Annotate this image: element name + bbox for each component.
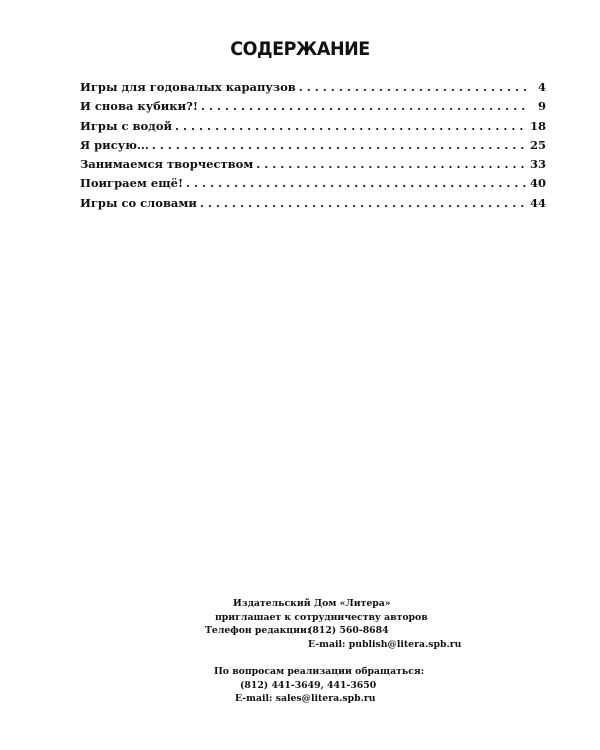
toc-entry-title: Игры с водой [80, 118, 173, 133]
phone-label: Телефон редакции: [205, 625, 311, 636]
leader-dots [200, 196, 527, 210]
toc-entry-title: Я рисую... [80, 137, 149, 152]
toc-entry [80, 138, 546, 157]
toc-entry [80, 119, 546, 138]
leader-dots [299, 80, 529, 94]
leader-dots [186, 176, 527, 190]
toc-entry-page: 4 [537, 80, 546, 94]
page-title: СОДЕРЖАНИЕ [230, 38, 370, 60]
toc-entry-title: Поиграем ещё! [80, 176, 184, 191]
toc-entry [80, 176, 546, 195]
toc-entry-page: 40 [529, 176, 546, 191]
toc-entry-title: Занимаемся творчеством [80, 157, 254, 172]
phone-value: (812) 560-8684 [308, 625, 389, 636]
publisher-name: Издательский Дом «Литера» [233, 598, 391, 609]
table-of-contents [80, 80, 546, 215]
leader-dots [152, 138, 527, 152]
publisher-invite: приглашает к сотрудничеству авторов [215, 612, 428, 623]
toc-entry-page: 9 [537, 99, 546, 114]
toc-entry-title: Игры со словами [80, 195, 197, 210]
leader-dots [175, 119, 527, 133]
toc-entry [80, 80, 546, 99]
toc-entry-page: 25 [529, 137, 546, 152]
toc-entry [80, 196, 546, 215]
toc-entry-title: И снова кубики?! [80, 99, 198, 114]
toc-entry [80, 157, 546, 176]
email-value: E-mail: publish@litera.spb.ru [308, 639, 462, 650]
sales-label: По вопросам реализации обращаться: [214, 666, 425, 677]
toc-entry [80, 99, 546, 118]
leader-dots [256, 157, 527, 171]
leader-dots [201, 99, 529, 113]
toc-entry-page: 33 [529, 157, 546, 172]
toc-entry-title: Игры для годовалых карапузов [80, 80, 296, 94]
sales-email: E-mail: sales@litera.spb.ru [235, 693, 376, 704]
sales-phone: (812) 441-3649, 441-3650 [240, 680, 377, 691]
toc-entry-page: 18 [529, 118, 546, 133]
toc-entry-page: 44 [529, 195, 546, 210]
